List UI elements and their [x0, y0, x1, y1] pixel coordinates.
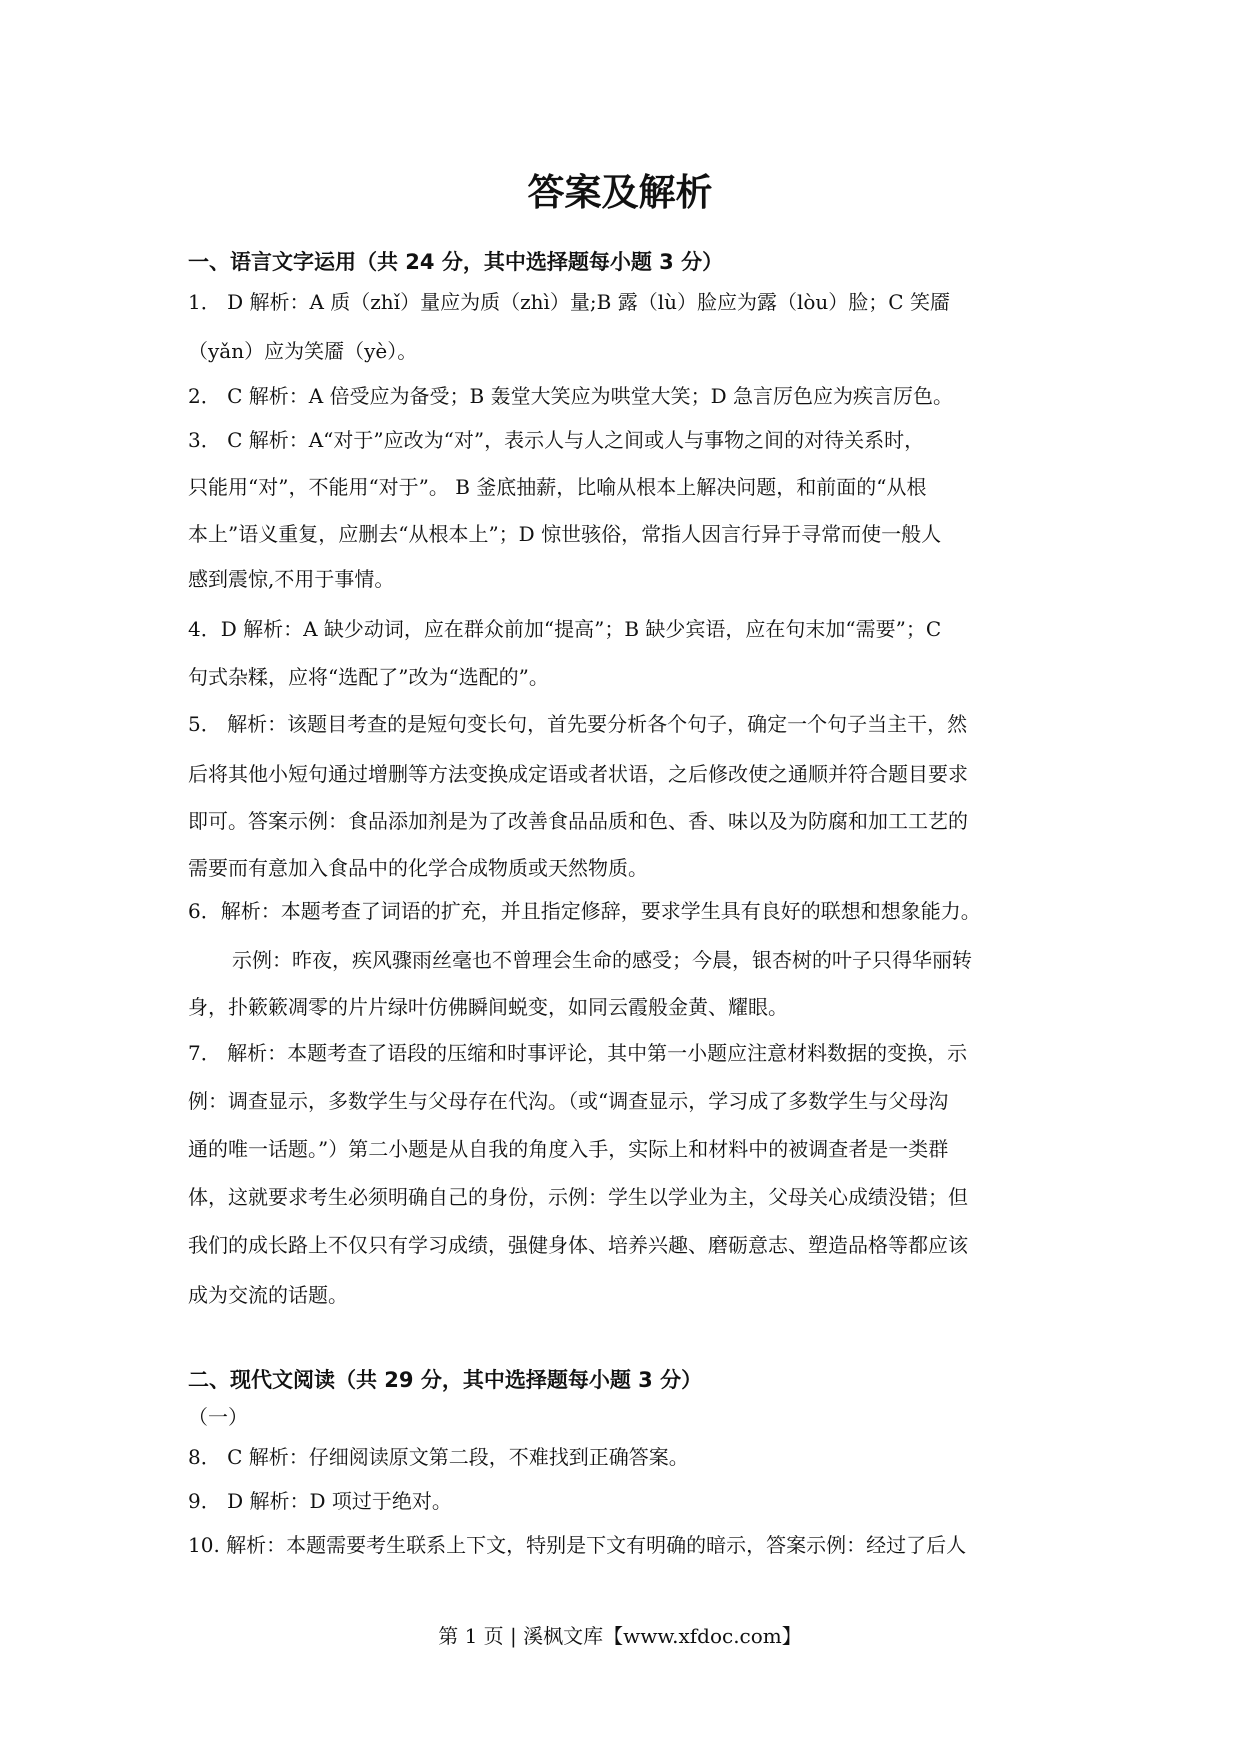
text-line: 示例：昨夜，疾风骤雨丝毫也不曾理会生命的感受；今晨，银杏树的叶子只得华丽转 — [232, 948, 972, 972]
section-2-heading: 二、现代文阅读（共 29 分，其中选择题每小题 3 分） — [188, 1368, 703, 1392]
text-line: 例：调查显示，多数学生与父母存在代沟。（或“调查显示，学习成了多数学生与父母沟 — [188, 1089, 949, 1113]
page-footer: 第 1 页 | 溪枫文库【www.xfdoc.com】 — [438, 1624, 802, 1648]
text-line: 4．D 解析：A 缺少动词，应在群众前加“提高”；B 缺少宾语，应在句末加“需要”；C — [188, 617, 942, 641]
text-line: 成为交流的话题。 — [188, 1283, 348, 1307]
section-1-heading: 一、语言文字运用（共 24 分，其中选择题每小题 3 分） — [188, 250, 724, 274]
text-line: 6．解析：本题考查了词语的扩充，并且指定修辞，要求学生具有良好的联想和想象能力。 — [188, 899, 981, 923]
text-line: 5． 解析：该题目考查的是短句变长句，首先要分析各个句子，确定一个句子当主干，然 — [188, 712, 968, 736]
text-line: 后将其他小短句通过增删等方法变换成定语或者状语，之后修改使之通顺并符合题目要求 — [188, 762, 968, 786]
text-line: 身，扑簌簌凋零的片片绿叶仿佛瞬间蜕变，如同云霞般金黄、耀眼。 — [188, 995, 788, 1019]
text-line: 8． C 解析：仔细阅读原文第二段，不难找到正确答案。 — [188, 1445, 689, 1469]
text-line: 我们的成长路上不仅只有学习成绩，强健身体、培养兴趣、磨砺意志、塑造品格等都应该 — [188, 1233, 968, 1257]
text-line: 即可。答案示例：食品添加剂是为了改善食品品质和色、香、味以及为防腐和加工工艺的 — [188, 809, 968, 833]
text-line: 感到震惊,不用于事情。 — [188, 567, 395, 591]
text-line: 通的唯一话题。”）第二小题是从自我的角度入手，实际上和材料中的被调查者是一类群 — [188, 1137, 949, 1161]
text-line: 7． 解析：本题考查了语段的压缩和时事评论，其中第一小题应注意材料数据的变换，示 — [188, 1041, 968, 1065]
page-title: 答案及解析 — [527, 171, 713, 214]
text-line: 只能用“对”，不能用“对于”。 B 釜底抽薪，比喻从根本上解决问题，和前面的“从根 — [188, 475, 927, 499]
text-line: 句式杂糅，应将“选配了”改为“选配的”。 — [188, 665, 549, 689]
text-line: 10. 解析：本题需要考生联系上下文，特别是下文有明确的暗示，答案示例：经过了后人 — [188, 1533, 967, 1557]
text-line: 9． D 解析：D 项过于绝对。 — [188, 1489, 452, 1513]
text-line: 2． C 解析：A 倍受应为备受；B 轰堂大笑应为哄堂大笑；D 急言厉色应为疾言厉色。 — [188, 384, 953, 408]
text-line: 1． D 解析：A 质（zhǐ）量应为质（zhì）量;B 露（lù）脸应为露（lòu）脸；C 笑靥 — [188, 290, 950, 314]
text-line: （一） — [188, 1405, 248, 1429]
text-line: 体，这就要求考生必须明确自己的身份，示例：学生以学业为主，父母关心成绩没错；但 — [188, 1185, 968, 1209]
text-line: 3． C 解析：A“对于”应改为“对”，表示人与人之间或人与事物之间的对待关系时， — [188, 428, 925, 452]
text-line: （yǎn）应为笑靥（yè）。 — [188, 339, 418, 363]
text-line: 本上”语义重复，应删去“从根本上”；D 惊世骇俗，常指人因言行异于寻常而使一般人 — [188, 522, 942, 546]
text-line: 需要而有意加入食品中的化学合成物质或天然物质。 — [188, 856, 648, 880]
